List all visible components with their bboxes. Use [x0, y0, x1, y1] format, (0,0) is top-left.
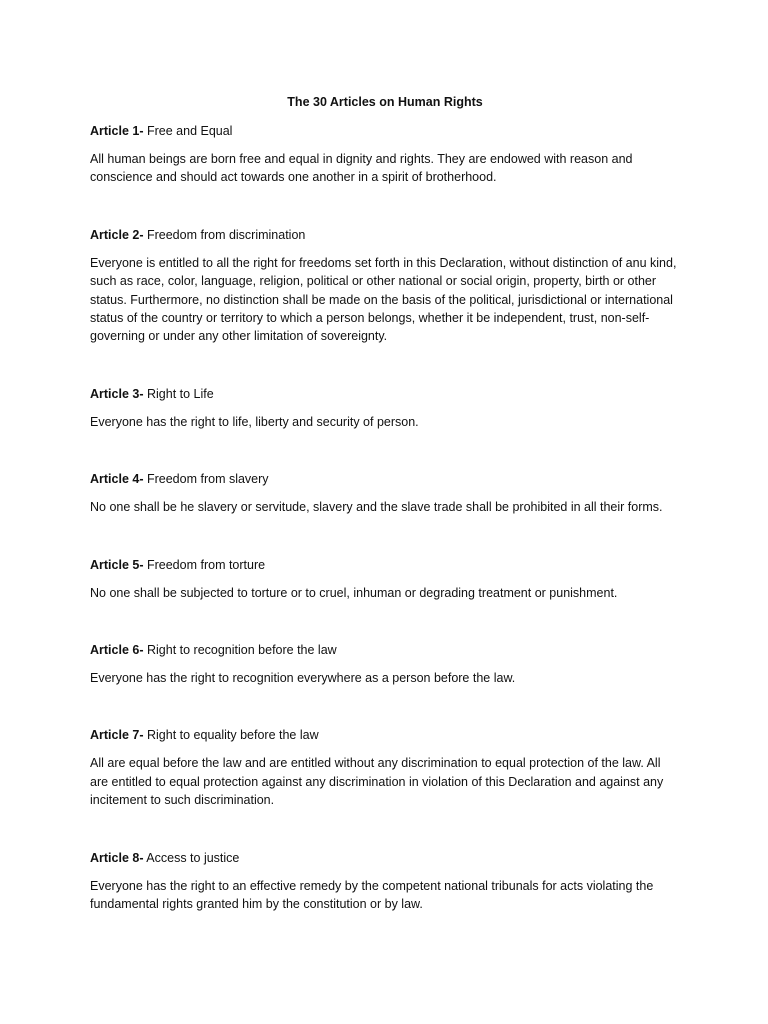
article-4 [90, 470, 680, 516]
article-label: Article 2- [90, 227, 144, 242]
article-heading [90, 726, 680, 744]
article-title: Right to Life [146, 386, 214, 401]
article-heading [90, 122, 680, 140]
article-text: No one shall be subjected to torture or to cruel, inhuman or degrading treatment or punishment. [90, 585, 618, 600]
article-label: Article 5- [90, 557, 144, 572]
article-label: Article 8- [90, 850, 144, 865]
article-text: Everyone has the right to life, liberty and security of person. [90, 414, 419, 429]
article-6 [90, 641, 680, 687]
article-title: Right to equality before the law [146, 728, 319, 743]
article-label: Article 1- [90, 124, 144, 138]
article-heading [90, 641, 680, 659]
article-heading [90, 226, 680, 244]
document-title: The 30 Articles on Human Rights [287, 95, 483, 109]
article-label: Article 4- [90, 472, 144, 487]
article-7 [90, 726, 680, 809]
article-2 [90, 226, 680, 346]
article-5 [90, 556, 680, 602]
article-title: Freedom from torture [146, 557, 266, 572]
article-title: Free and Equal [146, 124, 233, 138]
article-title: Freedom from slavery [146, 472, 269, 487]
article-title: Access to justice [146, 850, 240, 865]
article-3 [90, 385, 680, 431]
article-label: Article 6- [90, 643, 144, 658]
spacer [90, 431, 680, 470]
article-1 [90, 122, 680, 187]
article-text: Everyone is entitled to all the right for freedoms set forth in this Declaration, without distinction of anu kind, such as race, color, language, religion, political or other national or social origin, property, birth or other status. Furthermore, no distinction shall be made on the basis of the political, jurisdictional or international status of the country or territory to which a person belongs, whether it be independent, trust, non-self-governing or under any other limitation of sovereignty. [90, 255, 677, 344]
spacer [90, 810, 680, 849]
spacer [90, 187, 680, 226]
article-text: All human beings are born free and equal in dignity and rights. They are endowed with reason and conscience and should act towards one another in a spirit of brotherhood. [90, 152, 633, 185]
article-title: Right to recognition before the law [146, 643, 337, 658]
spacer [90, 687, 680, 726]
spacer [90, 517, 680, 556]
article-text: All are equal before the law and are entitled without any discrimination to equal protection of the law. All are entitled to equal protection against any discrimination in violation of this Declaration and against any incitement to such discrimination. [90, 756, 664, 808]
article-heading [90, 849, 680, 867]
article-label: Article 7- [90, 728, 144, 743]
spacer [90, 346, 680, 385]
article-label: Article 3- [90, 386, 144, 401]
article-heading [90, 385, 680, 403]
document-page [90, 93, 680, 914]
spacer [90, 602, 680, 641]
article-text: Everyone has the right to recognition everywhere as a person before the law. [90, 671, 516, 686]
article-heading [90, 556, 680, 574]
article-heading [90, 470, 680, 488]
article-title: Freedom from discrimination [146, 227, 306, 242]
article-text: No one shall be he slavery or servitude, slavery and the slave trade shall be prohibited in all their forms. [90, 500, 663, 515]
article-text: Everyone has the right to an effective remedy by the competent national tribunals for acts violating the fundamental rights granted him by the constitution or by law. [90, 878, 654, 912]
article-8 [90, 849, 680, 914]
